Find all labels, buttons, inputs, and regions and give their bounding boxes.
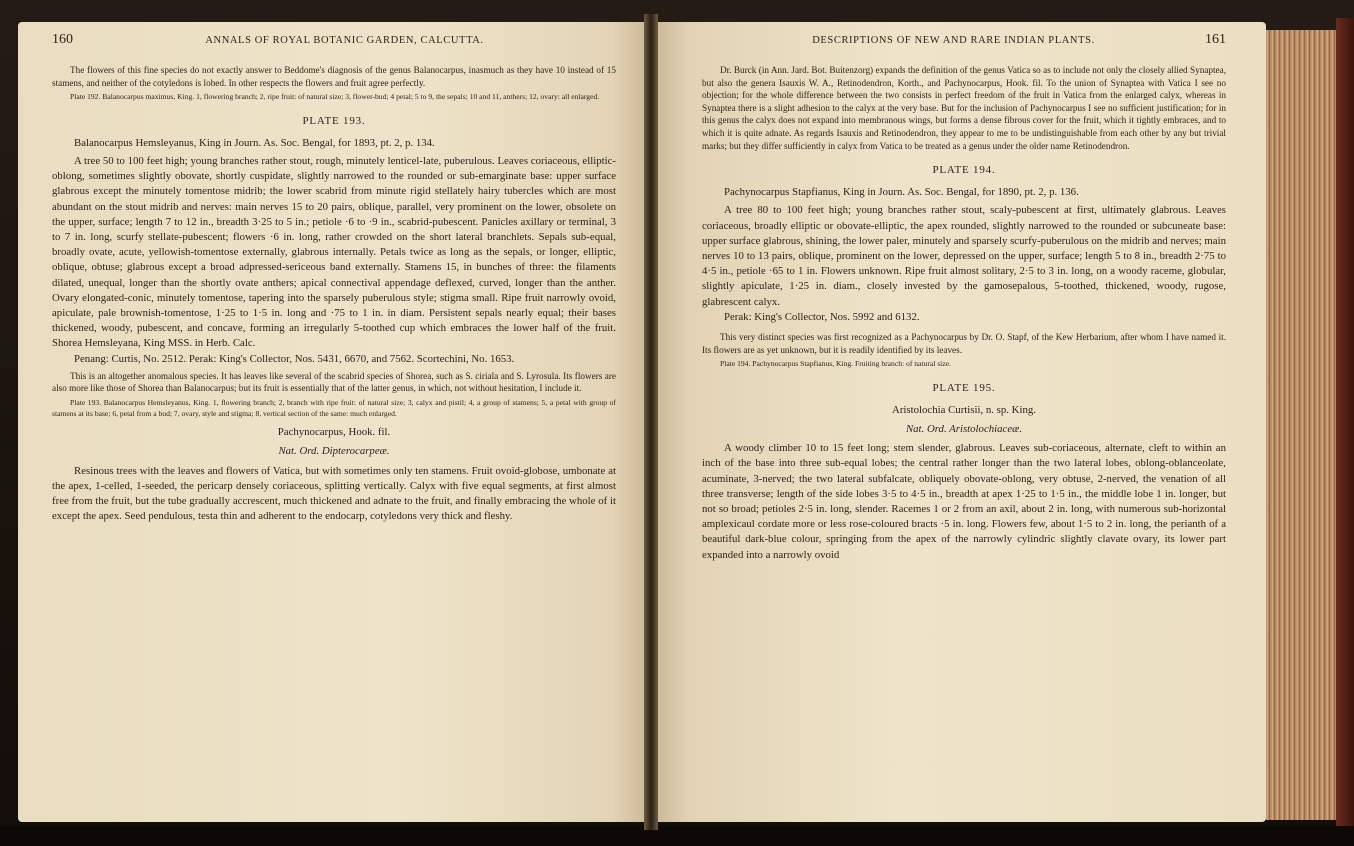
plate-193-description: A tree 50 to 100 feet high; young branches rather stout, rough, minutely lenticel-late, puberulous. Leaves coriaceous, elliptic-oblong, sometimes slightly obovate, shortly cuspidate, slightly narrowed to the rounded or sub-emarginate base: upper surface glabrous except the minutely tomentose midrib; the lower scabrid from minute rigid stellately hairy tubercles which are most abundant on the stout midrib and nerves: main nerves 15 to 20 pairs, oblique, parallel, very prominent on the lower, obsolete on the upper, surface; length 7 to 12 in., breadth 3·25 to 5 in.; petiole ·6 to ·9 in., scabrid-pubescent. Panicles axillary or terminal, 3 to 7 in. long, scurfy stellate-pubescent; flowers ·6 in. long, rather crowded on the short lateral branchlets. Sepals sub-equal, broadly ovate, acute, yellowish-tomentose externally, glabrous internally. Petals twice as long as the sepals, or longer, elliptic, oblique, obtuse; glabrous except a broad adpressed-sericeous band externally. Stamens 15, in bunches of three: the filaments dilated, unequal, longer than the shortly ovate anthers; apical connectival appendage deflexed, curved, longer than the anther. Ovary elongated-conic, minutely tomentose, tapering into the sparsely puberulous style; stigma small. Ripe fruit narrowly ovoid, apiculate, pale brownish-tomentose, 1·25 to 1·5 in. long and ·75 to 1 in. in diam. Persistent sepals nearly equal; their bases thickened, woody, pubescent, and concave, forming an irregularly 5-toothed cup which embraces the lower half of the fruit. Shorea Hemsleyana, King MSS. in Herb. Calc.	[52, 154, 616, 350]
left-running-head	[52, 32, 616, 48]
book-cover-edge	[1336, 18, 1354, 830]
plate-195-heading: PLATE 195.	[932, 381, 996, 394]
plate-195-citation: Aristolochia Curtisii, n. sp. King.	[892, 403, 1036, 416]
right-running-head	[702, 32, 1226, 48]
plate-193-localities: Penang: Curtis, No. 2512. Perak: King's Collector, Nos. 5431, 6670, and 7562. Scortechini, No. 1653.	[74, 352, 515, 365]
right-page-number: 161	[1205, 32, 1226, 47]
plate-194-localities: Perak: King's Collector, Nos. 5992 and 6132.	[724, 310, 920, 323]
plate-194-description: A tree 80 to 100 feet high; young branches rather stout, scaly-pubescent at first, ultimately glabrous. Leaves coriaceous, broadly elliptic or obovate-elliptic, the apex rounded, slightly narrowed to the rounded or subcuneate base: upper surface glabrous, shining, the lower paler, minutely and sparsely scurfy-puberulous on the midrib and nerves; main nerves 10 to 13 pairs, oblique, prominent on the lower, depressed on the upper, surface; length 5 to 8 in., breadth 2·75 to 4·5 in., petiole ·65 to 1 in. Flowers unknown. Ripe fruit almost solitary, 2·5 to 3 in. long, on a woody raceme, globular, slightly apiculate, 1·25 in. diam., closely invested by the gamosepalous, 5-toothed, thickened, woody, rugose, glabrescent calyx.	[702, 204, 1226, 308]
right-page	[652, 22, 1266, 822]
plate-192-caption: Plate 192. Balanocarpus maximus, King. 1, flowering branch; 2, ripe fruit: of natural size; 3, flower-bud; 4 petal; 5 to 9, the sepals; 10 and 11, anthers; 12, ovary: all enlarged.	[70, 92, 600, 102]
genus-order: Nat. Ord. Dipterocarpeæ.	[278, 445, 390, 458]
plate-195-order: Nat. Ord. Aristolochiaceæ.	[905, 422, 1023, 435]
right-intro-paragraph: Dr. Burck (in Ann. Jard. Bot. Buitenzorg) expands the definition of the genus Vatica so as to include not only the closely allied Synaptea, but also the genera Isauxis W. A., Retinodendron, Korth., and Pachynocarpus, Hook. fil. To the union of Synaptea with Vatica I see no objection; for the whole difference between the two consists in perfect freedom of the fruit in Vatica from the enlarged calyx, whereas in Synaptea there is a slight adhesion to the calyx at the very base. But for the inclusion of Pachynocarpus I see no sufficient justification; for in this genus the calyx does not expand into membranous wings, but forms a dense fibrous cover for the fruit, which it tightly embraces, and to which it is quite adnate. As regards Isauxis and Retinodendron, they appear to me to be undistinguishable from each other by any but trivial marks; but they differ sufficiently in calyx from Vatica to be treated as a genus under the older name Retinodendron.	[702, 65, 1226, 151]
plate-193-heading: PLATE 193.	[302, 114, 366, 127]
plate-193-caption: Plate 193. Balanocarpus Hemsleyanus, King. 1, flowering branch; 2, branch with ripe fruit: of natural size; 3, calyx and pistil; 4, a group of stamens; 5, a petal with group of stamens at its base; 6, petal from a bud; 7, ovary, style and stigma; 8, vertical section of the same: much enlarged.	[52, 398, 616, 418]
book-fore-edge	[1266, 30, 1342, 820]
book-gutter	[644, 14, 658, 830]
left-intro-paragraph: The flowers of this fine species do not exactly answer to Beddome's diagnosis of the genus Balanocarpus, inasmuch as they have 10 instead of 15 stamens, and neither of the cotyledons is lobed. In other respects the flowers and fruit agree perfectly.	[52, 65, 616, 88]
plate-193-citation: Balanocarpus Hemsleyanus, King in Journ. As. Soc. Bengal, for 1893, pt. 2, p. 134.	[74, 136, 435, 149]
scan-bottom-shadow	[0, 826, 1354, 846]
left-running-title: ANNALS OF ROYAL BOTANIC GARDEN, CALCUTTA.	[205, 35, 484, 46]
genus-description: Resinous trees with the leaves and flowers of Vatica, but with sometimes only ten stamens. Fruit ovoid-globose, umbonate at the apex, 1-celled, 1-seeded, the pericarp densely coriaceous, splitting vertically. Calyx with five equal segments, at first almost free from the fruit, but the tube gradually accrescent, much thickened and adnate to the fruit, and finally embracing the whole of it except the apex. Seed pendulous, testa thin and adherent to the endocarp, cotyledons very thick and fleshy.	[52, 464, 616, 523]
left-page	[18, 22, 650, 822]
plate-194-note: This very distinct species was first recognized as a Pachynocarpus by Dr. O. Stapf, of the Kew Herbarium, after whom I have named it. Its flowers are as yet unknown, but it is readily identified by its leaves.	[702, 331, 1226, 355]
plate-194-citation: Pachynocarpus Stapfianus, King in Journ. As. Soc. Bengal, for 1890, pt. 2, p. 136.	[724, 186, 1079, 199]
plate-195-description: A woody climber 10 to 15 feet long; stem slender, glabrous. Leaves sub-coriaceous, alternate, cleft to within an inch of the base into three sub-equal lobes; the central rather longer than the two lateral lobes, oblong-oblanceolate, acuminate, 3-nerved; the two lateral subfalcate, obliquely obovate-oblong, very obtuse, 2-nerved, the venation of all three transverse; length of the side lobes 3·5 to 4·5 in., breadth at apex 1·25 to 1·5 in., the middle lobe 1 in. longer, but not so broad; petioles 2·5 in. long, slender. Racemes 1 or 2 from an axil, about 2 in. long, with numerous sub-horizontal amplexicaul cordate more or less rose-coloured bracts ·5 in. long. Flowers few, about 1·5 to 2 in. long, the perianth of a beautiful dark-blue colour, springing from the apex of the narrowly cylindric slightly clavate ovary, its lower part expanded into a narrowly ovoid	[702, 442, 1226, 561]
genus-heading: Pachynocarpus, Hook. fil.	[277, 426, 391, 439]
plate-194-heading: PLATE 194.	[932, 164, 996, 177]
right-running-title: DESCRIPTIONS OF NEW AND RARE INDIAN PLANTS.	[812, 35, 1095, 46]
left-page-number: 160	[52, 32, 73, 47]
plate-193-note: This is an altogether anomalous species. It has leaves like several of the scabrid species of Shorea, such as S. ciriala and S. Lyrosula. Its flowers are also more like those of Shorea than Balanocarpus; but its fruit is essentially that of the latter genus, in which, not without hesitation, I include it.	[52, 370, 616, 394]
plate-194-caption: Plate 194. Pachynocarpus Stapfianus, King. Fruiting branch: of natural size.	[720, 359, 951, 369]
